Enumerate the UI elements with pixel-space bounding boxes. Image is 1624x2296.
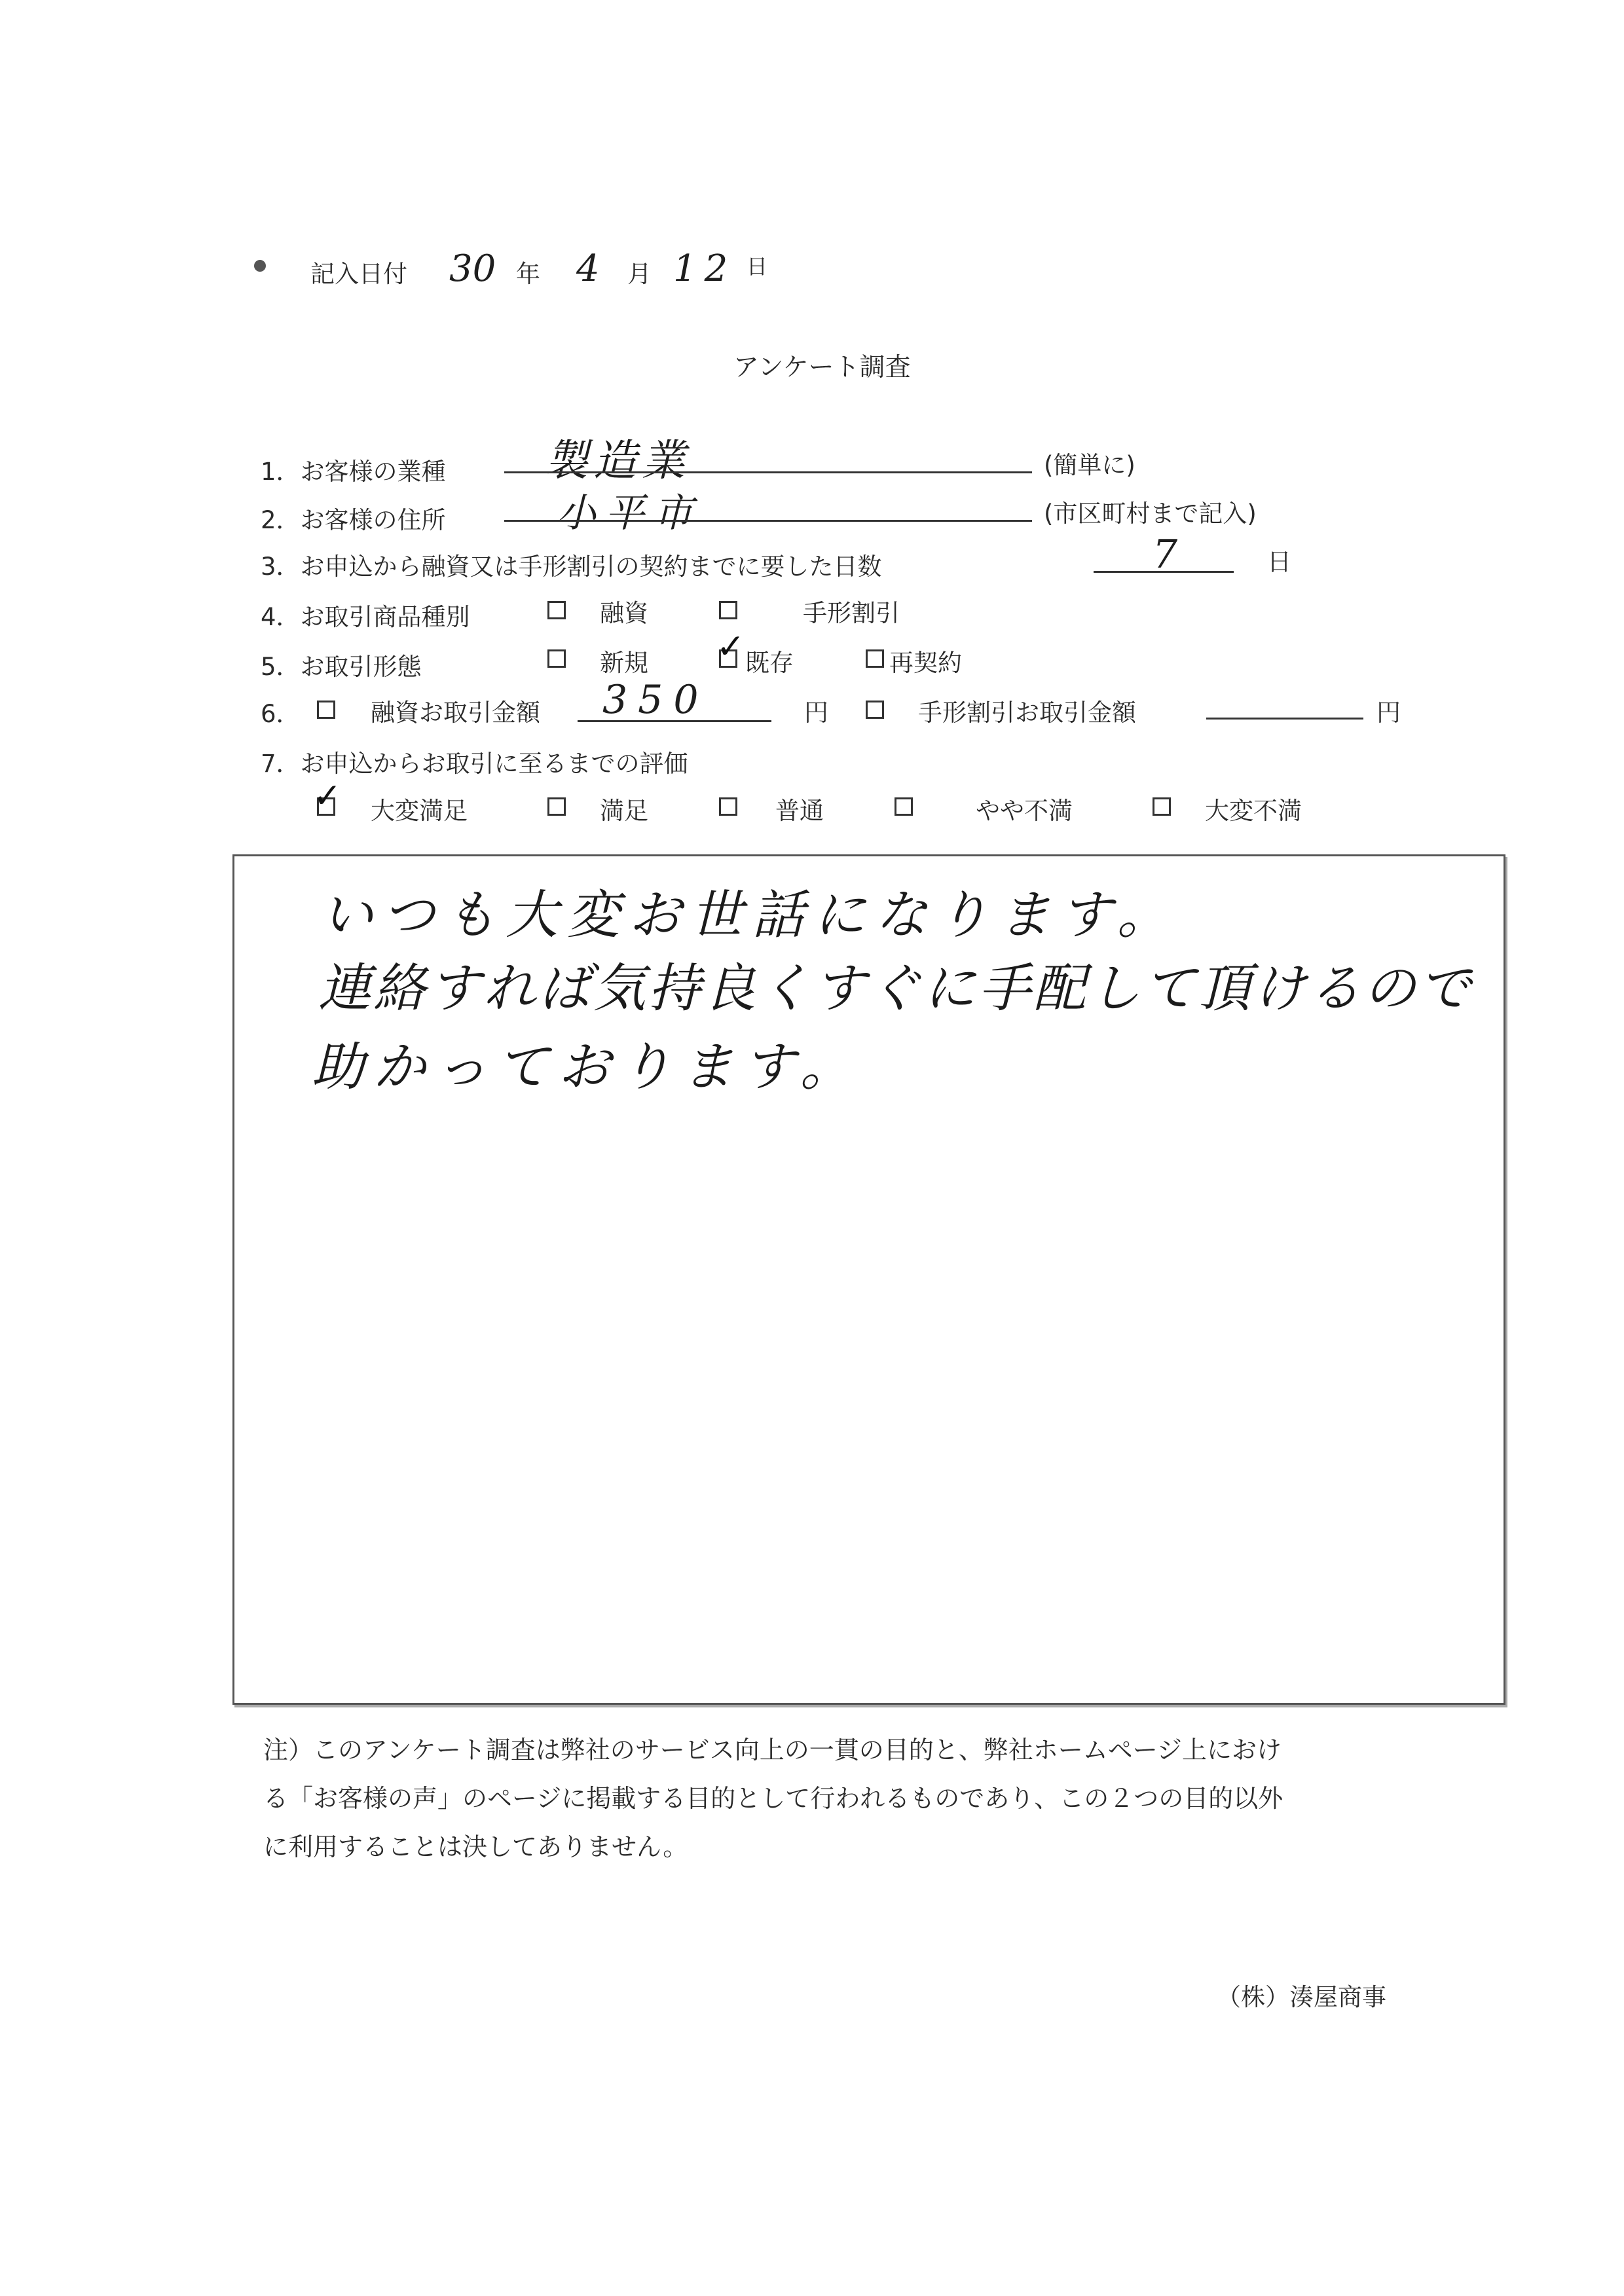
q5-option-new: 新規 [600,649,648,677]
q7-option-very-satisfied: 大変満足 [371,797,468,825]
date-month: 4 [576,247,600,290]
date-label: 記入日付 [310,260,407,288]
q6-checkbox-bill[interactable] [866,701,884,719]
q7-checkbox-average[interactable] [719,797,737,816]
q5-label: 5．お取引形態 [261,653,422,681]
q4-label: 4．お取引商品種別 [261,603,470,631]
q6-number: 6． [261,700,301,728]
q6-loan-label: 融資お取引金額 [371,699,540,727]
q3-label: 3．お申込から融資又は手形割引の契約までに要した日数 [261,553,882,581]
q7-label: 7．お申込からお取引に至るまでの評価 [261,750,688,778]
q2-answer-line [504,520,1032,522]
q4-option-loan: 融資 [600,599,648,627]
page-title: アンケート調査 [733,353,911,382]
q6-loan-amount: 350 [602,677,709,723]
comment-line-1: いつも大変お世話になります。 [321,884,1179,945]
q6-bill-label: 手形割引お取引金額 [918,699,1136,727]
q6-checkbox-loan[interactable] [317,701,335,719]
date-year: 30 [449,247,496,290]
q4-checkbox-bill[interactable] [719,601,737,619]
q3-suffix: 日 [1267,548,1291,576]
q6-loan-amount-line [578,720,771,722]
comment-line-3: 助かっております。 [312,1036,862,1097]
footnote-line-3: に利用することは決してありません。 [263,1832,688,1861]
q7-option-somewhat-dissatisfied: やや不満 [976,797,1073,825]
q5-option-renewal: 再契約 [889,649,962,677]
q7-checkbox-satisfied[interactable] [547,797,566,816]
q4-option-bill: 手形割引 [803,599,900,627]
footnote-line-1: 注）このアンケート調査は弊社のサービス向上の一貫の目的と、弊社ホームページ上におけ [263,1736,1282,1764]
q7-option-very-dissatisfied: 大変不満 [1205,797,1302,825]
q7-option-satisfied: 満足 [600,797,648,825]
date-day: 12 [673,247,736,290]
q4-checkbox-loan[interactable] [547,601,566,619]
check-mark-icon: ✓ [716,627,745,666]
footnote-line-2: る「お客様の声」のページに掲載する目的として行われるものであり、この２つの目的以外 [263,1784,1283,1813]
q7-option-average: 普通 [775,797,824,825]
q6-bill-unit: 円 [1376,699,1401,727]
q2-label: 2．お客様の住所 [261,506,446,534]
q7-checkbox-somewhat-dissatisfied[interactable] [895,797,913,816]
q3-answer: 7 [1153,532,1178,577]
q2-answer: 小平市 [557,490,702,536]
q6-bill-amount-line [1206,718,1363,720]
date-day-unit: 日 [747,254,768,279]
comment-box [232,854,1505,1705]
q5-checkbox-renewal[interactable] [866,649,884,668]
date-month-unit: 月 [627,260,652,288]
q2-suffix: (市区町村まで記入) [1044,500,1257,528]
q1-answer: 製造業 [545,435,690,486]
q5-checkbox-new[interactable] [547,649,566,668]
q5-option-existing: 既存 [745,649,794,677]
q1-suffix: (簡単に) [1044,451,1135,479]
date-year-unit: 年 [516,260,540,288]
q1-answer-line [504,471,1032,473]
q1-label: 1．お客様の業種 [261,458,446,486]
q3-answer-line [1094,571,1234,573]
company-name: （株）湊屋商事 [1217,1983,1386,2011]
q7-checkbox-very-dissatisfied[interactable] [1153,797,1171,816]
comment-line-2: 連絡すれば気持良くすぐに手配して頂けるので [318,958,1473,1019]
check-mark-icon: ✓ [313,776,342,816]
bullet-dot [254,260,266,272]
q6-loan-unit: 円 [804,699,828,727]
